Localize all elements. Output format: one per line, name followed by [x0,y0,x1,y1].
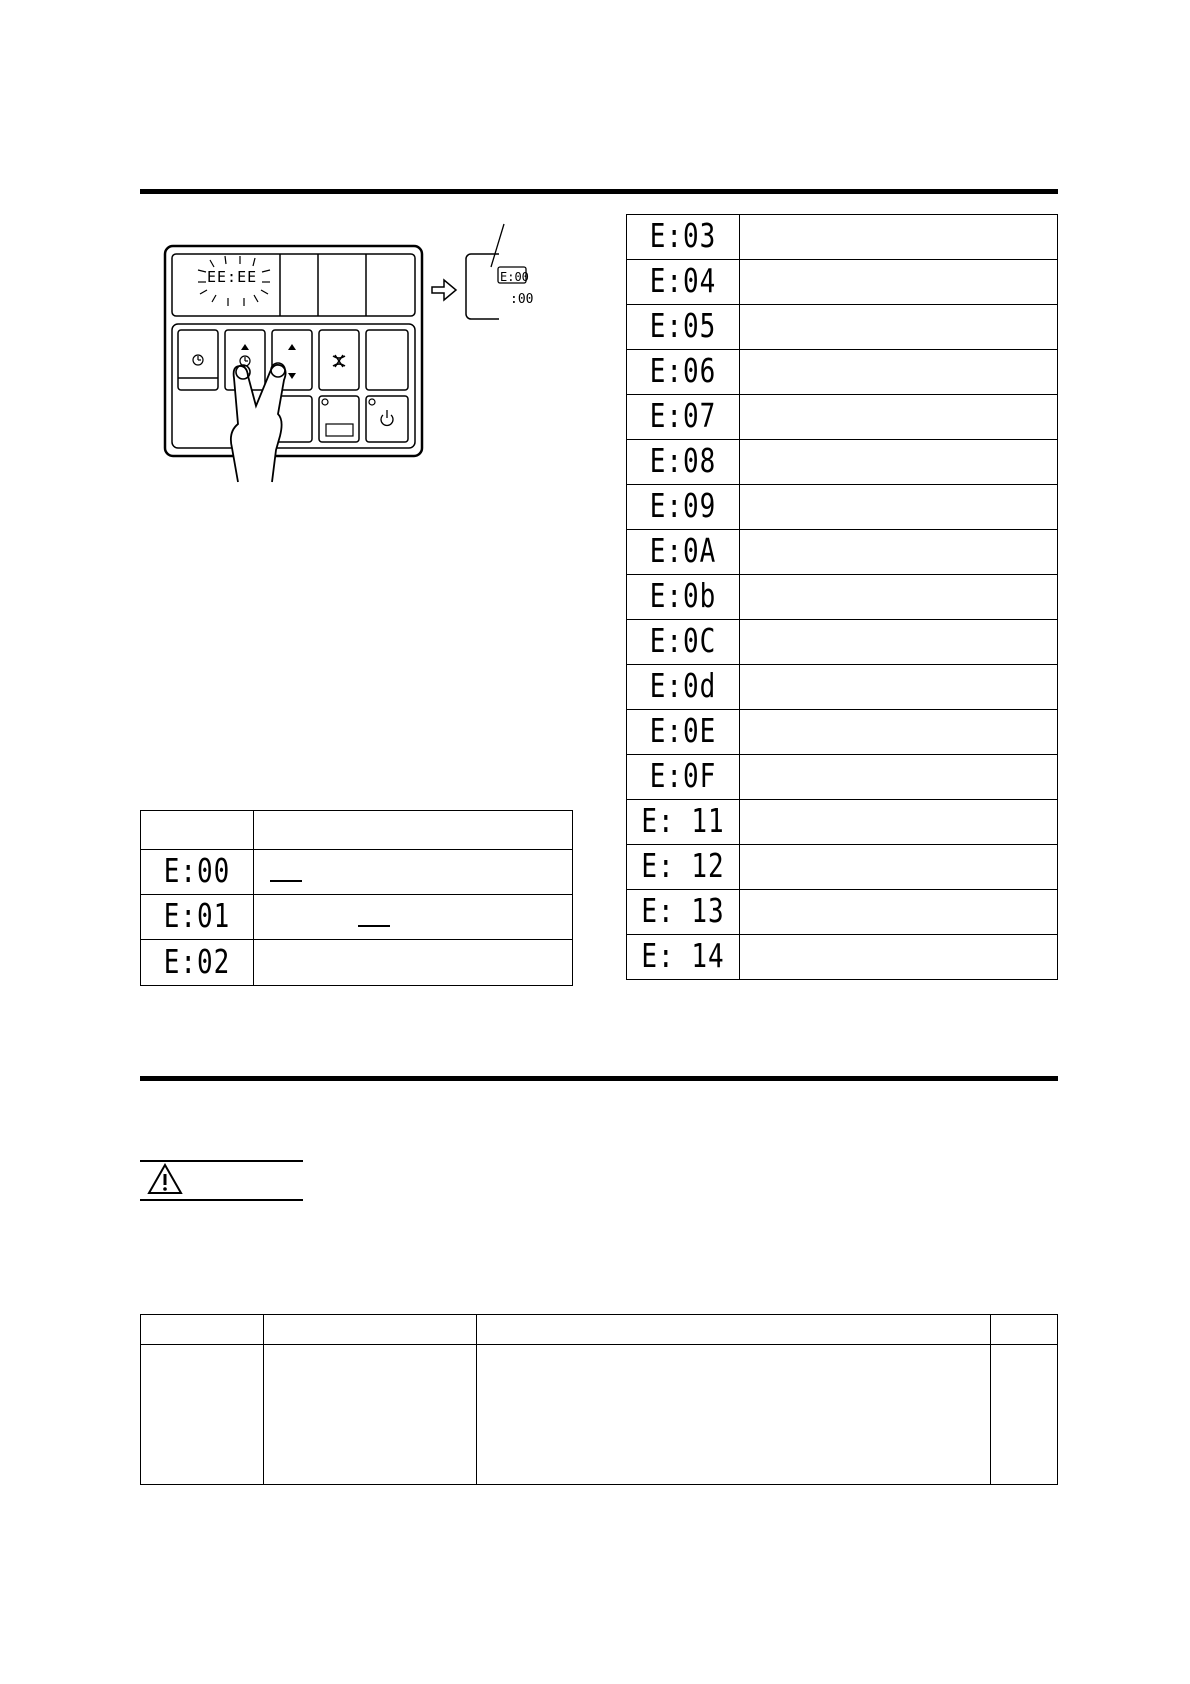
table-row [627,935,1058,980]
bottom-table [140,1314,1058,1485]
left-code-table [140,810,573,986]
error-code: E:0E [649,713,717,751]
table-row [141,940,573,986]
error-code: E:0A [649,533,717,571]
error-code: E:07 [649,398,717,436]
table-row [141,895,573,940]
warning-line-bottom [140,1199,303,1201]
error-code: E:02 [163,943,231,982]
table-row [627,755,1058,800]
blank-underline [358,925,390,927]
error-code: E:0b [649,578,717,616]
table-row [627,710,1058,755]
warning-triangle-icon [147,1163,183,1195]
result-display-sub: :00 [510,292,534,307]
error-code: E:03 [649,218,717,256]
table-row [627,530,1058,575]
table-row [627,440,1058,485]
right-code-table [626,214,1058,980]
error-code: E: 11 [641,803,725,841]
remote-panel-illustration [160,210,560,490]
table-row [627,350,1058,395]
error-code: E:06 [649,353,717,391]
table-header-row [141,1315,1058,1345]
table-row [141,850,573,895]
error-code: E:04 [649,263,717,301]
table-row [141,1345,1058,1485]
table-row [627,485,1058,530]
error-code: E:00 [163,853,231,891]
error-code: E: 14 [641,938,725,976]
result-display-code: E:00 [500,270,529,284]
error-code: E:09 [649,488,717,526]
table-row [627,620,1058,665]
table-row [627,305,1058,350]
error-code: E:0F [649,758,717,796]
table-row [627,575,1058,620]
table-row [627,395,1058,440]
error-code: E: 13 [641,893,725,931]
table-row [627,215,1058,260]
blank-underline [270,880,302,882]
error-code: E:0C [649,623,717,661]
table-row [627,665,1058,710]
section-rule-top [140,189,1058,194]
error-code: E:08 [649,443,717,481]
error-code: E:01 [163,898,231,936]
table-row [141,811,573,850]
error-code: E:05 [649,308,717,346]
warning-line-top [140,1160,303,1162]
section-rule-middle [140,1076,1058,1081]
table-row [627,890,1058,935]
table-row [627,800,1058,845]
error-code: E: 12 [641,848,725,886]
table-row [627,845,1058,890]
panel-display-text: EE:EE [207,268,258,286]
error-code: E:0d [649,668,717,706]
arrow-right-icon [432,280,456,300]
table-row [627,260,1058,305]
